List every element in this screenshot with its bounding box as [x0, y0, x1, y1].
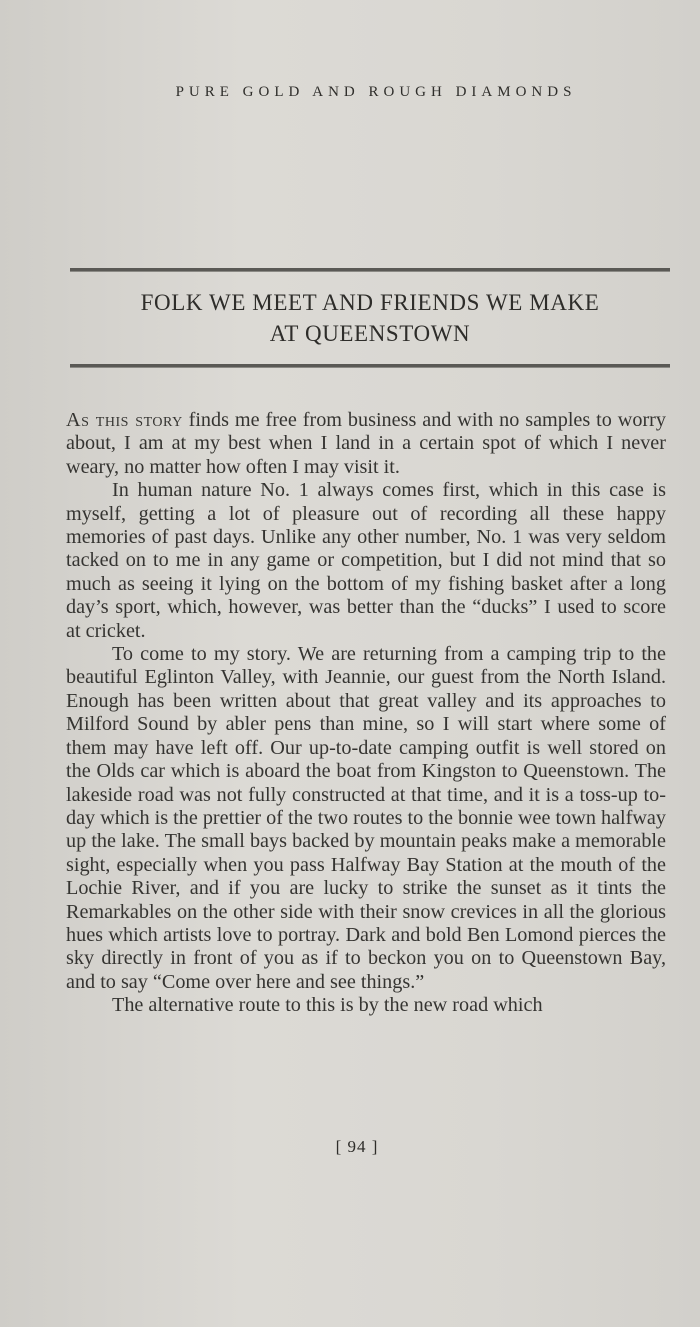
- paragraph-2: In human nature No. 1 always comes first, which in this case is myself, getting a lot of pleasure out of recording all these happy memories of past days. Unlike any other number, No. 1 was very seldom tacked on to me in any game or competition, but I did not mind that so much as seeing it lying on the bottom of my fishing basket after a long day’s sport, which, however, was better than the “ducks” I used to score at cricket.: [66, 479, 666, 642]
- top-rule: [70, 268, 670, 272]
- opening-smallcaps: As this story: [66, 409, 183, 431]
- body-text: [66, 409, 666, 1018]
- running-head: PURE GOLD AND ROUGH DIAMONDS: [175, 84, 577, 100]
- paragraph-1-text: finds me free from business and with no samples to worry about, I am at my best when I land in a certain spot of which I never weary, no matter how often I may visit it.: [66, 409, 666, 478]
- paragraph-4: The alternative route to this is by the new road which: [112, 994, 543, 1017]
- paragraph-1: [66, 409, 666, 479]
- chapter-title: [70, 287, 670, 349]
- chapter-title-line-1: FOLK WE MEET AND FRIENDS WE MAKE: [140, 290, 600, 315]
- paragraph-3: To come to my story. We are returning from a camping trip to the beautiful Eglinton Valley, with Jeannie, our guest from the North Island. Enough has been written about that great valley and its approaches to Milford Sound by abler pens than mine, so I will start where some of them may have left off. Our up-to-date camping outfit is well stored on the Olds car which is aboard the boat from Kingston to Queenstown. The lakeside road was not fully constructed at that time, and it is a toss-up to-day which is the prettier of the two routes to the bonnie wee town halfway up the lake. The small bays backed by mountain peaks make a memorable sight, especially when you pass Halfway Bay Station at the mouth of the Lochie River, and if you are lucky to strike the sunset as it tints the Remarkables on the other side with their snow crevices in all the glorious hues which artists love to portray. Dark and bold Ben Lomond pierces the sky directly in front of you as if to beckon you on to Queenstown Bay, and to say “Come over here and see things.”: [66, 643, 666, 993]
- chapter-title-line-2: AT QUEENSTOWN: [269, 321, 471, 346]
- bottom-rule: [70, 364, 670, 368]
- page-number: [ 94 ]: [335, 1137, 379, 1156]
